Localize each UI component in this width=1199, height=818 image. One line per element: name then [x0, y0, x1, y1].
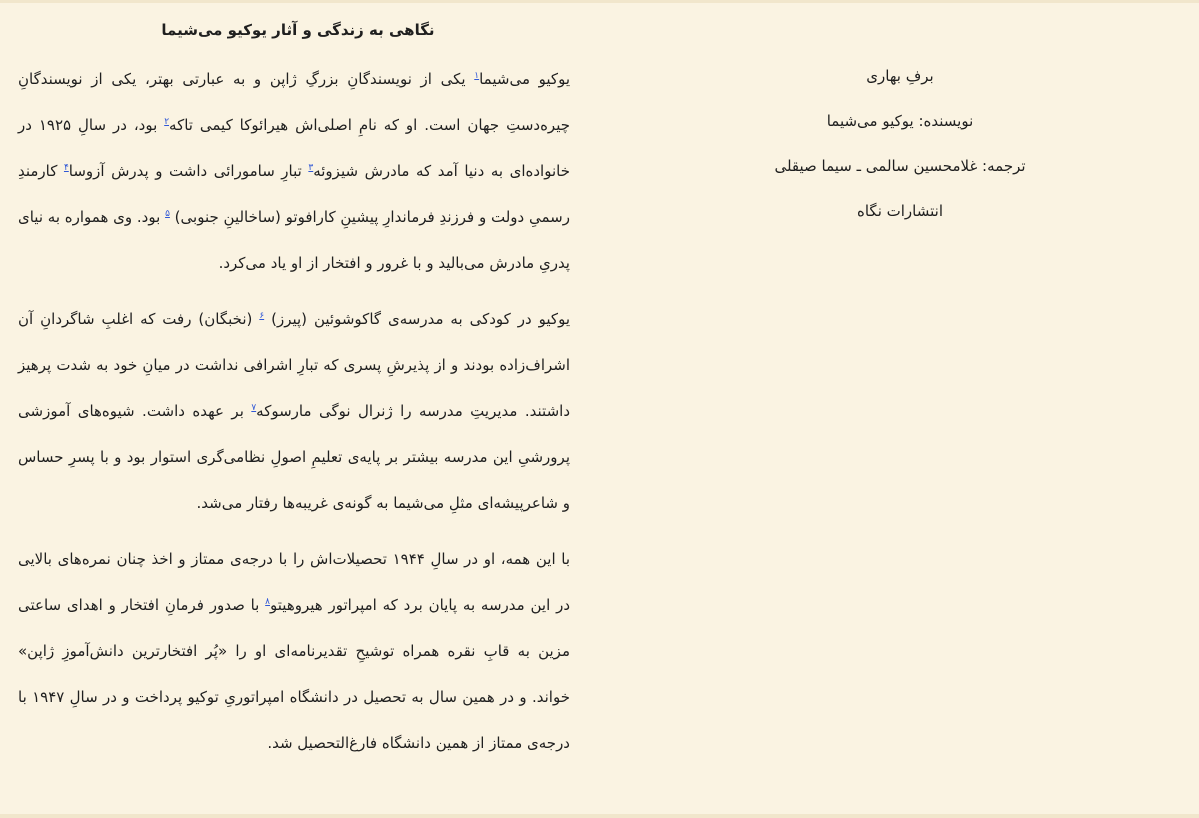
left-page-text — [18, 12, 570, 766]
paragraph — [18, 536, 570, 766]
book-title: برفِ بهاری — [866, 67, 934, 85]
paragraph-text: بر عهده داشت. شیوه‌های آموزشی پرورشیِ این مدرسه بیشتر بر پایه‌ی تعلیمِ اصولِ نظامی‌گری استوار بود و با پسرِ حساس و شاعرپیشه‌ای مثلِ می‌شیما به گونه‌ی غریبه‌ها رفتار می‌شد. — [18, 402, 570, 512]
footnote-link[interactable]: ۷ — [251, 403, 257, 413]
paragraph-text: یکی از نویسندگانِ بزرگِ ژاپن و به عبارتی بهتر، یکی از نویسندگانِ چیره‌دستِ جهان است. او که نامِ اصلی‌اش هیرائوکا کیمی تاکه — [18, 70, 570, 134]
publisher-line: انتشارات نگاه — [856, 202, 943, 220]
body-text — [18, 56, 570, 766]
paragraph-text: با این همه، او در سالِ ۱۹۴۴ تحصیلات‌اش را با درجه‌ی ممتاز و اخذ چنان نمره‌های بالایی در این مدرسه به پایان برد که امپراتور هیروهیتو — [18, 550, 570, 614]
chapter-title: نگاهی به زندگی و آثار یوکیو می‌شیما — [161, 21, 435, 39]
paragraph-text: (نخبگان) رفت که اغلبِ شاگردانِ آن اشراف‌زاده بودند و از پذیرشِ پسری که تبارِ اشرافی نداشت در میانِ خود به شدت پرهیز داشتند. مدیریتِ مدرسه را ژنرال نوگی مارسوکه — [18, 310, 570, 420]
paragraph-text: بود، در سالِ ۱۹۲۵ در خانواده‌ای به دنیا آمد که مادرش شیزوئه — [18, 116, 570, 180]
right-page-title-info — [700, 54, 1100, 234]
paragraph-text: با صدور فرمانِ افتخار و اهدای ساعتی مزین به قابِ نقره همراه توشیحِ تقدیرنامه‌ای او را «پُر افتخارترین دانش‌آموزِ ژاپن» خواند. و در همین سال به تحصیل در دانشگاه امپراتوریِ توکیو پرداخت و در سالِ ۱۹۴۷ با درجه‌ی ممتاز از همین دانشگاه فارغ‌التحصیل شد. — [18, 596, 570, 752]
paragraph-text: یوکیو در کودکی به مدرسه‌ی گاکوشوئین (پیرز) — [264, 310, 570, 328]
footnote-link[interactable]: ۳ — [308, 163, 314, 173]
paragraph — [18, 56, 570, 286]
footnote-link[interactable]: ۱ — [474, 71, 480, 81]
paragraph-text: بود. وی همواره به نیای پدریِ مادرش می‌بالید و با غرور و افتخار از او یاد می‌کرد. — [18, 208, 570, 272]
paragraph — [18, 296, 570, 526]
footnote-link[interactable]: ۴ — [63, 163, 69, 173]
author-line: نویسنده: یوکیو می‌شیما — [826, 112, 974, 130]
footnote-link[interactable]: ۲ — [164, 117, 170, 127]
footnote-link[interactable]: ۵ — [165, 209, 170, 219]
footnote-link[interactable]: ۸ — [265, 597, 271, 607]
translator-line: ترجمه: غلامحسین سالمی ـ سیما صیقلی — [774, 157, 1026, 175]
paragraph-text: یوکیو می‌شیما — [479, 70, 570, 88]
paragraph-text: کارمندِ رسمیِ دولت و فرزندِ فرماندارِ پیشینِ کارافوتو (ساخالینِ جنوبی) — [18, 162, 570, 226]
paragraph-text: تبارِ سامورائی داشت و پدرش آزوسا — [68, 162, 309, 180]
footnote-link[interactable]: ۶ — [259, 311, 265, 321]
